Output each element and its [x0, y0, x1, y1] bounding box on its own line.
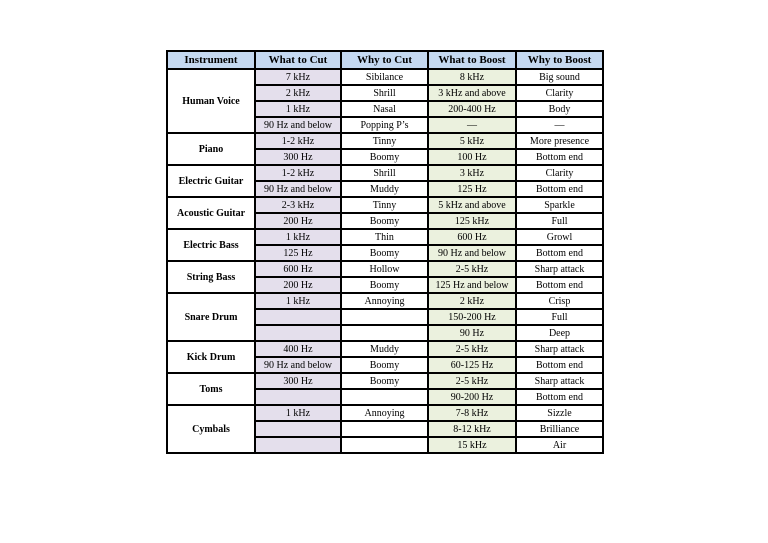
eq-table-sheet — [166, 50, 602, 454]
what-to-cut-cell: 300 Hz — [255, 149, 341, 165]
table-row — [167, 405, 603, 421]
why-to-cut-cell: Boomy — [341, 149, 428, 165]
header-row — [167, 51, 603, 69]
what-to-cut-cell: 90 Hz and below — [255, 181, 341, 197]
why-to-cut-cell — [341, 325, 428, 341]
why-to-cut-cell: Muddy — [341, 181, 428, 197]
what-to-cut-cell — [255, 421, 341, 437]
what-to-cut-cell: 90 Hz and below — [255, 357, 341, 373]
why-to-boost-cell: Body — [516, 101, 603, 117]
why-to-boost-cell: Crisp — [516, 293, 603, 309]
what-to-cut-cell: 1-2 kHz — [255, 165, 341, 181]
table-row — [167, 261, 603, 277]
why-to-cut-cell: Hollow — [341, 261, 428, 277]
why-to-boost-cell: Clarity — [516, 85, 603, 101]
why-to-boost-cell: Deep — [516, 325, 603, 341]
why-to-cut-cell: Annoying — [341, 405, 428, 421]
what-to-cut-cell — [255, 437, 341, 453]
why-to-cut-cell: Boomy — [341, 245, 428, 261]
why-to-cut-cell: Annoying — [341, 293, 428, 309]
why-to-boost-cell: Sharp attack — [516, 261, 603, 277]
why-to-boost-cell: Bottom end — [516, 357, 603, 373]
why-to-cut-cell: Shrill — [341, 165, 428, 181]
why-to-boost-cell: Bottom end — [516, 389, 603, 405]
why-to-boost-cell: Bottom end — [516, 277, 603, 293]
what-to-cut-cell: 200 Hz — [255, 277, 341, 293]
what-to-cut-cell: 2-3 kHz — [255, 197, 341, 213]
instrument-name: Piano — [167, 133, 255, 165]
why-to-boost-cell: Sharp attack — [516, 373, 603, 389]
why-to-cut-cell: Boomy — [341, 357, 428, 373]
what-to-boost-cell: 90 Hz — [428, 325, 516, 341]
why-to-boost-cell: Sparkle — [516, 197, 603, 213]
why-to-cut-cell: Shrill — [341, 85, 428, 101]
why-to-boost-cell: Full — [516, 213, 603, 229]
what-to-cut-cell: 125 Hz — [255, 245, 341, 261]
header-what-to-cut: What to Cut — [255, 51, 341, 69]
what-to-boost-cell: 125 Hz and below — [428, 277, 516, 293]
what-to-cut-cell: 90 Hz and below — [255, 117, 341, 133]
what-to-cut-cell: 1 kHz — [255, 101, 341, 117]
why-to-boost-cell: Big sound — [516, 69, 603, 85]
what-to-cut-cell: 400 Hz — [255, 341, 341, 357]
what-to-cut-cell: 7 kHz — [255, 69, 341, 85]
why-to-cut-cell: Tinny — [341, 197, 428, 213]
instrument-name: Electric Guitar — [167, 165, 255, 197]
what-to-cut-cell: 1-2 kHz — [255, 133, 341, 149]
instrument-name: Cymbals — [167, 405, 255, 453]
what-to-cut-cell: 300 Hz — [255, 373, 341, 389]
what-to-boost-cell: 2-5 kHz — [428, 341, 516, 357]
why-to-boost-cell: Brilliance — [516, 421, 603, 437]
what-to-boost-cell: 8 kHz — [428, 69, 516, 85]
instrument-name: Kick Drum — [167, 341, 255, 373]
why-to-cut-cell: Popping P’s — [341, 117, 428, 133]
what-to-cut-cell: 1 kHz — [255, 405, 341, 421]
what-to-boost-cell: 7-8 kHz — [428, 405, 516, 421]
why-to-cut-cell: Muddy — [341, 341, 428, 357]
table-row — [167, 69, 603, 85]
what-to-cut-cell: 1 kHz — [255, 293, 341, 309]
why-to-boost-cell: Clarity — [516, 165, 603, 181]
what-to-cut-cell — [255, 389, 341, 405]
what-to-boost-cell: 125 Hz — [428, 181, 516, 197]
what-to-boost-cell: 3 kHz and above — [428, 85, 516, 101]
what-to-cut-cell — [255, 325, 341, 341]
what-to-boost-cell: 60-125 Hz — [428, 357, 516, 373]
why-to-cut-cell: Thin — [341, 229, 428, 245]
why-to-boost-cell: Sharp attack — [516, 341, 603, 357]
what-to-boost-cell: 2-5 kHz — [428, 373, 516, 389]
header-instrument: Instrument — [167, 51, 255, 69]
why-to-cut-cell: Boomy — [341, 277, 428, 293]
why-to-boost-cell: Bottom end — [516, 149, 603, 165]
why-to-cut-cell — [341, 309, 428, 325]
what-to-boost-cell: 200-400 Hz — [428, 101, 516, 117]
what-to-cut-cell — [255, 309, 341, 325]
instrument-name: Electric Bass — [167, 229, 255, 261]
what-to-cut-cell: 2 kHz — [255, 85, 341, 101]
why-to-cut-cell: Tinny — [341, 133, 428, 149]
header-what-to-boost: What to Boost — [428, 51, 516, 69]
what-to-boost-cell: 5 kHz — [428, 133, 516, 149]
what-to-cut-cell: 600 Hz — [255, 261, 341, 277]
table-row — [167, 197, 603, 213]
instrument-name: Toms — [167, 373, 255, 405]
what-to-boost-cell: 150-200 Hz — [428, 309, 516, 325]
why-to-cut-cell — [341, 437, 428, 453]
why-to-cut-cell — [341, 421, 428, 437]
why-to-boost-cell: Full — [516, 309, 603, 325]
header-why-to-cut: Why to Cut — [341, 51, 428, 69]
why-to-boost-cell: Growl — [516, 229, 603, 245]
table-row — [167, 341, 603, 357]
what-to-boost-cell: 125 kHz — [428, 213, 516, 229]
what-to-cut-cell: 200 Hz — [255, 213, 341, 229]
why-to-boost-cell: Sizzle — [516, 405, 603, 421]
what-to-boost-cell: 15 kHz — [428, 437, 516, 453]
instrument-name: Acoustic Guitar — [167, 197, 255, 229]
table-row — [167, 165, 603, 181]
why-to-boost-cell: More presence — [516, 133, 603, 149]
table-row — [167, 373, 603, 389]
instrument-name: Snare Drum — [167, 293, 255, 341]
header-why-to-boost: Why to Boost — [516, 51, 603, 69]
what-to-boost-cell: 8-12 kHz — [428, 421, 516, 437]
why-to-cut-cell — [341, 389, 428, 405]
what-to-boost-cell: 2 kHz — [428, 293, 516, 309]
what-to-boost-cell: — — [428, 117, 516, 133]
why-to-cut-cell: Sibilance — [341, 69, 428, 85]
why-to-cut-cell: Boomy — [341, 373, 428, 389]
table-row — [167, 229, 603, 245]
what-to-boost-cell: 3 kHz — [428, 165, 516, 181]
what-to-cut-cell: 1 kHz — [255, 229, 341, 245]
what-to-boost-cell: 90 Hz and below — [428, 245, 516, 261]
why-to-boost-cell: Air — [516, 437, 603, 453]
why-to-cut-cell: Boomy — [341, 213, 428, 229]
table-row — [167, 293, 603, 309]
table-body — [167, 69, 603, 453]
instrument-name: Human Voice — [167, 69, 255, 133]
what-to-boost-cell: 2-5 kHz — [428, 261, 516, 277]
why-to-boost-cell: Bottom end — [516, 181, 603, 197]
what-to-boost-cell: 600 Hz — [428, 229, 516, 245]
what-to-boost-cell: 100 Hz — [428, 149, 516, 165]
why-to-cut-cell: Nasal — [341, 101, 428, 117]
why-to-boost-cell: Bottom end — [516, 245, 603, 261]
eq-frequency-table — [166, 50, 604, 454]
what-to-boost-cell: 90-200 Hz — [428, 389, 516, 405]
instrument-name: String Bass — [167, 261, 255, 293]
what-to-boost-cell: 5 kHz and above — [428, 197, 516, 213]
table-row — [167, 133, 603, 149]
why-to-boost-cell: — — [516, 117, 603, 133]
